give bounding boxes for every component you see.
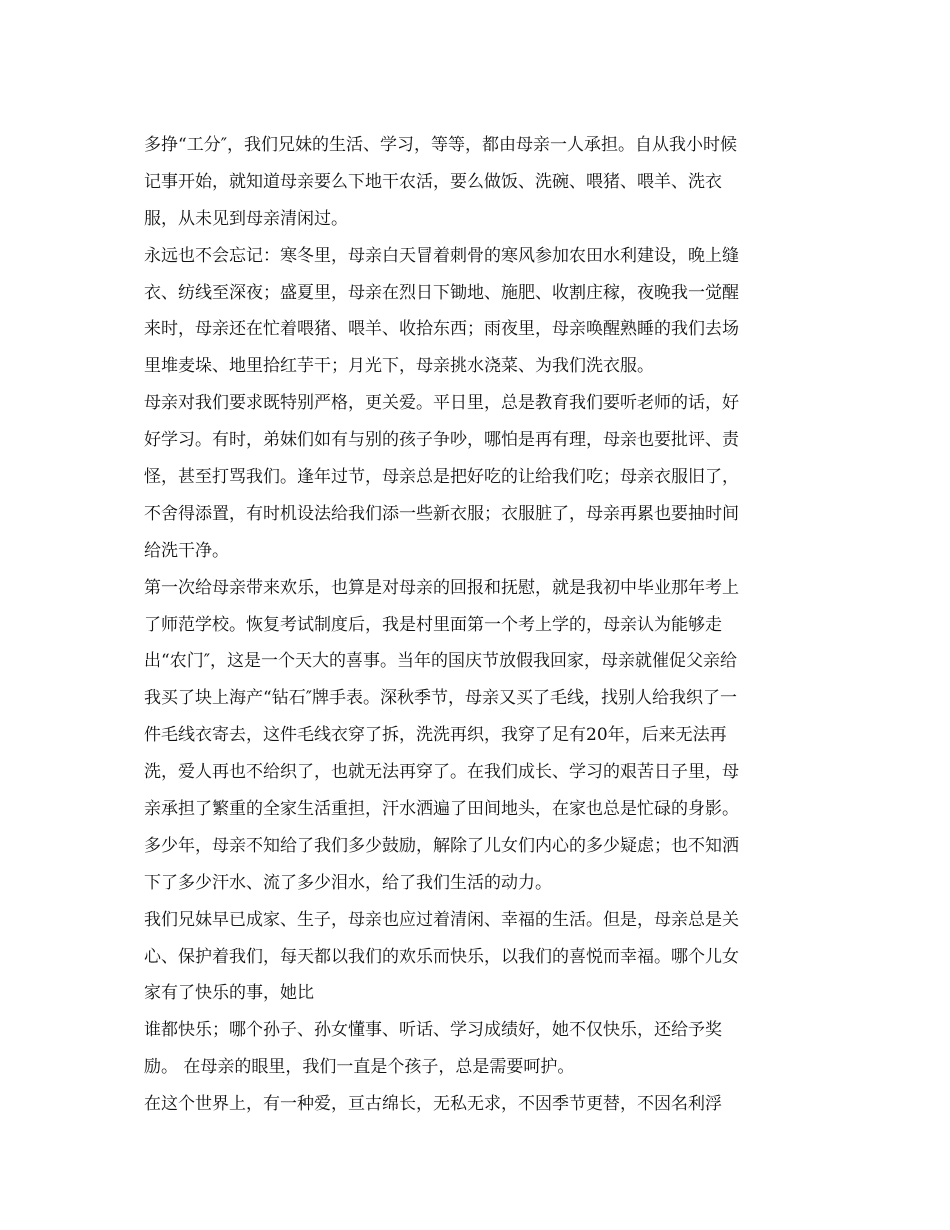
text-line: 怪，甚至打骂我们。逢年过节，母亲总是把好吃的让给我们吃；母亲衣服旧了， [144, 467, 739, 488]
text-line: 多少年，母亲不知给了我们多少鼓励，解除了儿女们内心的多少疑虑；也不知洒 [144, 835, 739, 856]
text-line: 好学习。有时，弟妹们如有与别的孩子争吵，哪怕是再有理，母亲也要批评、责 [144, 430, 739, 451]
text-line: 出“农门″，这是一个天大的喜事。当年的国庆节放假我回家，母亲就催促父亲给 [144, 651, 738, 672]
text-line: 励。 在母亲的眼里，我们一直是个孩子，总是需要呵护。 [144, 1057, 575, 1078]
text-line: 母亲对我们要求既特别严格，更关爱。平日里，总是教育我们要听老师的话，好 [144, 393, 739, 414]
text-line: 服，从未见到母亲清闲过。 [144, 208, 348, 229]
text-line: 我买了块上海产“钻石″牌手表。深秋季节，母亲又买了毛线，找别人给我织了一 [144, 688, 738, 709]
text-line: 给洗干净。 [144, 540, 229, 561]
text-line: 谁都快乐；哪个孙子、孙女懂事、听话、学习成绩好，她不仅快乐，还给予奖 [144, 1020, 722, 1041]
text-line: 衣、纺线至深夜；盛夏里，母亲在烈日下锄地、施肥、收割庄稼，夜晚我一觉醒 [144, 282, 739, 303]
text-line: 亲承担了繁重的全家生活重担，汗水洒遍了田间地头，在家也总是忙碌的身影。 [144, 799, 739, 820]
text-line: 我们兄妹早已成家、生子，母亲也应过着清闲、幸福的生活。但是，母亲总是关 [144, 909, 739, 930]
text-line: 家有了快乐的事，她比 [144, 983, 314, 1004]
text-line: 多挣“工分″，我们兄妹的生活、学习，等等，都由母亲一人承担。自从我小时候 [144, 135, 738, 155]
text-line: 心、保护着我们，每天都以我们的欢乐而快乐，以我们的喜悦而幸福。哪个儿女 [144, 946, 739, 967]
text-line: 了师范学校。恢复考试制度后，我是村里面第一个考上学的，母亲认为能够走 [144, 614, 722, 635]
text-line: 不舍得添置，有时机设法给我们添一些新衣服；衣服脏了，母亲再累也要抽时间 [144, 503, 739, 524]
body-text [144, 127, 814, 1123]
text-line: 里堆麦垛、地里拾红芋干；月光下，母亲挑水浇菜、为我们洗衣服。 [144, 356, 654, 377]
text-line: 下了多少汗水、流了多少泪水，给了我们生活的动力。 [144, 872, 552, 893]
text-line: 在这个世界上，有一种爱，亘古绵长，无私无求，不因季节更替，不因名利浮 [144, 1094, 722, 1115]
text-line: 记事开始，就知道母亲要么下地干农活，要么做饭、洗碗、喂猪、喂羊、洗衣 [144, 171, 722, 192]
text-line: 件毛线衣寄去，这件毛线衣穿了拆，洗洗再织，我穿了足有20年，后来无法再 [144, 725, 727, 746]
text-line: 永远也不会忘记：寒冬里，母亲白天冒着刺骨的寒风参加农田水利建设，晚上缝 [144, 245, 739, 266]
text-line: 来时，母亲还在忙着喂猪、喂羊、收拾东西；雨夜里，母亲唤醒熟睡的我们去场 [144, 319, 739, 340]
text-line: 第一次给母亲带来欢乐，也算是对母亲的回报和抚慰，就是我初中毕业那年考上 [144, 577, 739, 598]
text-line: 洗，爱人再也不给织了，也就无法再穿了。在我们成长、学习的艰苦日子里，母 [144, 762, 739, 783]
